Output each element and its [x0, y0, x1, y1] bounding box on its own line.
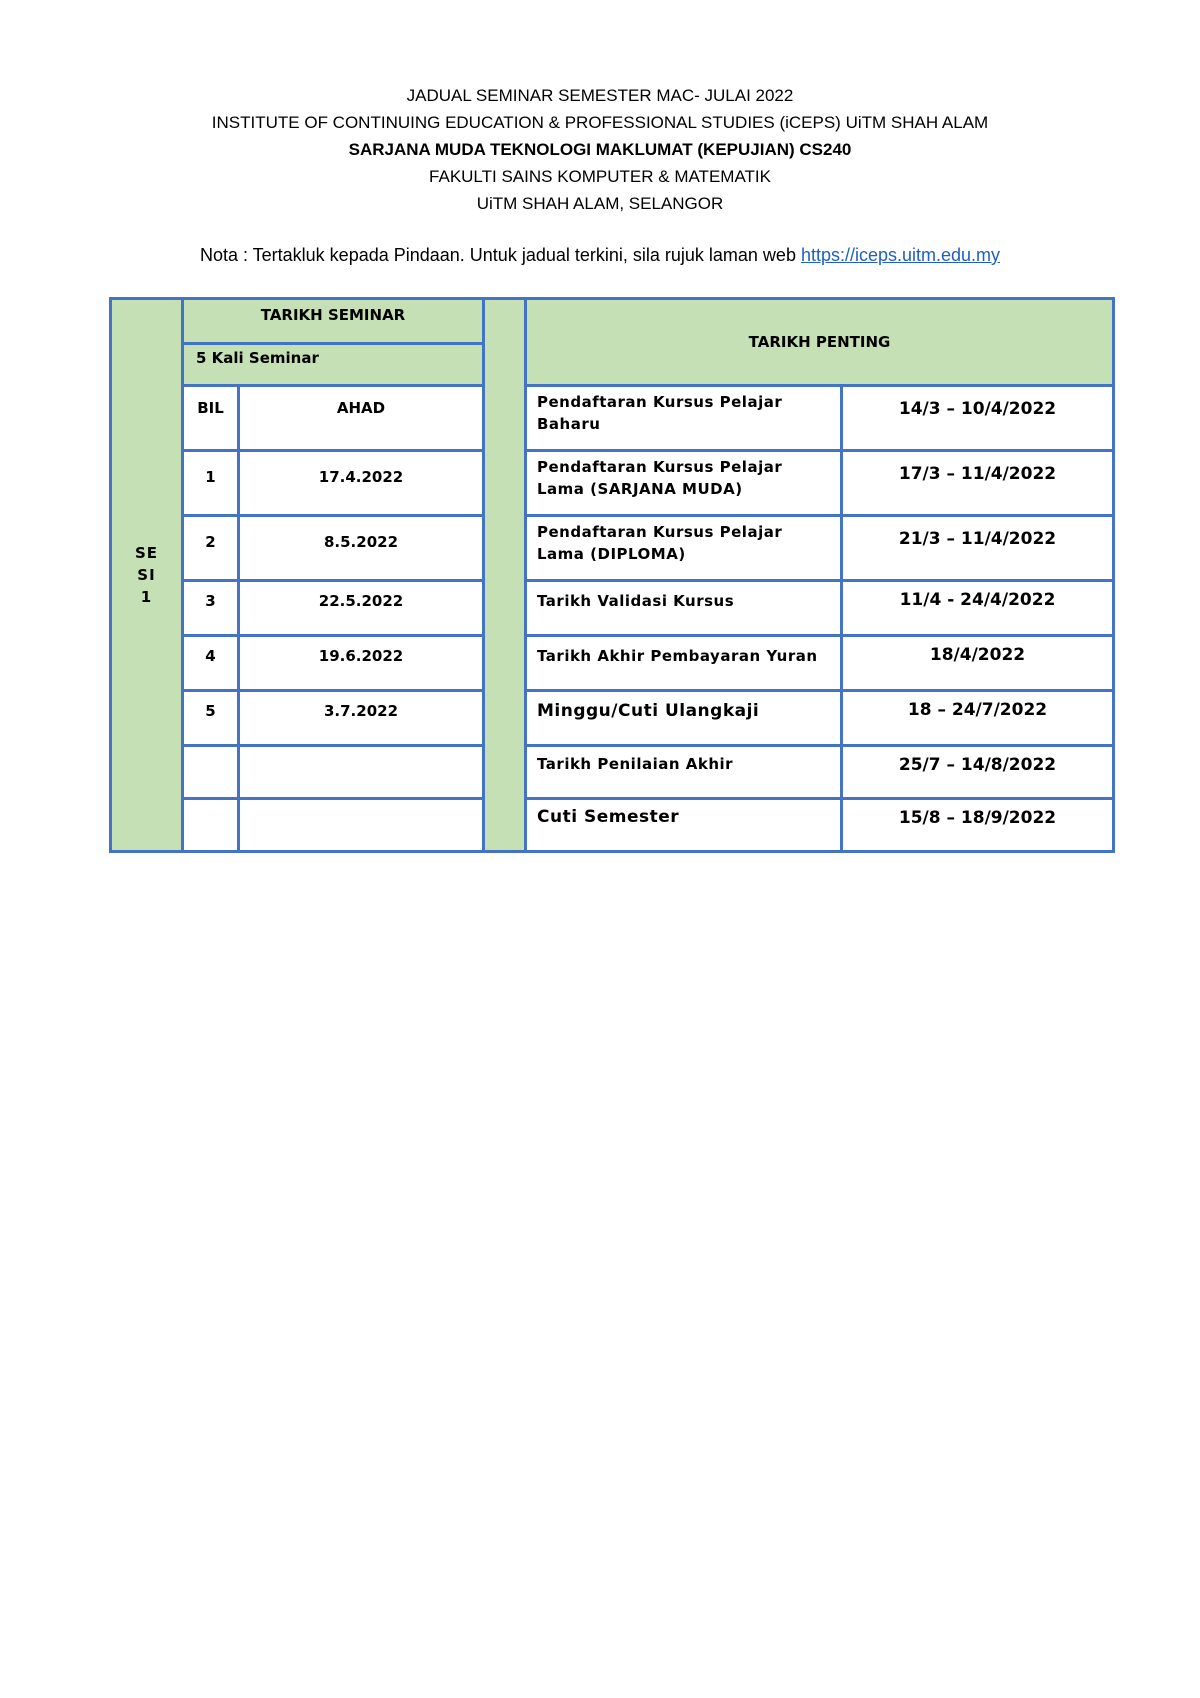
- seminar-bil: 1: [183, 451, 239, 516]
- seminar-ahad-empty: [239, 746, 484, 799]
- seminar-ahad-empty: [239, 799, 484, 852]
- penting-date: 18 – 24/7/2022: [842, 691, 1114, 746]
- note-link[interactable]: https://iceps.uitm.edu.my: [800, 245, 1001, 265]
- penting-date: 15/8 – 18/9/2022: [842, 799, 1114, 852]
- sesi-cell: [111, 299, 183, 852]
- penting-label: Pendaftaran Kursus Pelajar Lama (SARJANA MUDA): [526, 451, 842, 516]
- penting-header: TARIKH PENTING: [526, 299, 1114, 386]
- seminar-bil-empty: [183, 746, 239, 799]
- seminar-ahad: 17.4.2022: [239, 451, 484, 516]
- seminar-ahad: 22.5.2022: [239, 581, 484, 636]
- penting-date: 25/7 – 14/8/2022: [842, 746, 1114, 799]
- seminar-count: 5 Kali Seminar: [183, 344, 484, 386]
- penting-label: Tarikh Penilaian Akhir: [526, 746, 842, 799]
- header-programme: SARJANA MUDA TEKNOLOGI MAKLUMAT (KEPUJIAN) CS240: [348, 140, 852, 159]
- document-header: [0, 82, 1200, 217]
- penting-label: Pendaftaran Kursus Pelajar Lama (DIPLOMA): [526, 516, 842, 581]
- seminar-bil: 2: [183, 516, 239, 581]
- penting-date: 14/3 – 10/4/2022: [842, 386, 1114, 451]
- penting-label: Minggu/Cuti Ulangkaji: [526, 691, 842, 746]
- seminar-bil: 5: [183, 691, 239, 746]
- note-line: [0, 245, 1200, 266]
- penting-label: Cuti Semester: [526, 799, 842, 852]
- penting-date: 11/4 - 24/4/2022: [842, 581, 1114, 636]
- schedule-table: [109, 297, 1115, 853]
- col-header-ahad: AHAD: [239, 386, 484, 451]
- sesi-line-2: SI: [137, 566, 156, 584]
- header-institute: INSTITUTE OF CONTINUING EDUCATION & PROFESSIONAL STUDIES (iCEPS) UiTM SHAH ALAM: [211, 113, 989, 132]
- penting-label: Tarikh Validasi Kursus: [526, 581, 842, 636]
- seminar-bil-empty: [183, 799, 239, 852]
- seminar-ahad: 8.5.2022: [239, 516, 484, 581]
- penting-label: Pendaftaran Kursus Pelajar Baharu: [526, 386, 842, 451]
- seminar-ahad: 3.7.2022: [239, 691, 484, 746]
- penting-date: 21/3 – 11/4/2022: [842, 516, 1114, 581]
- col-header-bil: BIL: [183, 386, 239, 451]
- penting-label: Tarikh Akhir Pembayaran Yuran: [526, 636, 842, 691]
- note-text: Nota : Tertakluk kepada Pindaan. Untuk jadual terkini, sila rujuk laman web: [199, 245, 801, 265]
- seminar-bil: 4: [183, 636, 239, 691]
- penting-date: 18/4/2022: [842, 636, 1114, 691]
- sesi-line-3: 1: [140, 588, 153, 606]
- seminar-ahad: 19.6.2022: [239, 636, 484, 691]
- penting-date: 17/3 – 11/4/2022: [842, 451, 1114, 516]
- header-faculty: FAKULTI SAINS KOMPUTER & MATEMATIK: [429, 167, 771, 186]
- seminar-bil: 3: [183, 581, 239, 636]
- header-campus: UiTM SHAH ALAM, SELANGOR: [476, 194, 724, 213]
- header-title: JADUAL SEMINAR SEMESTER MAC- JULAI 2022: [406, 86, 794, 105]
- sesi-line-1: SE: [134, 544, 159, 562]
- seminar-header: TARIKH SEMINAR: [183, 299, 484, 344]
- spacer-column: [484, 299, 526, 852]
